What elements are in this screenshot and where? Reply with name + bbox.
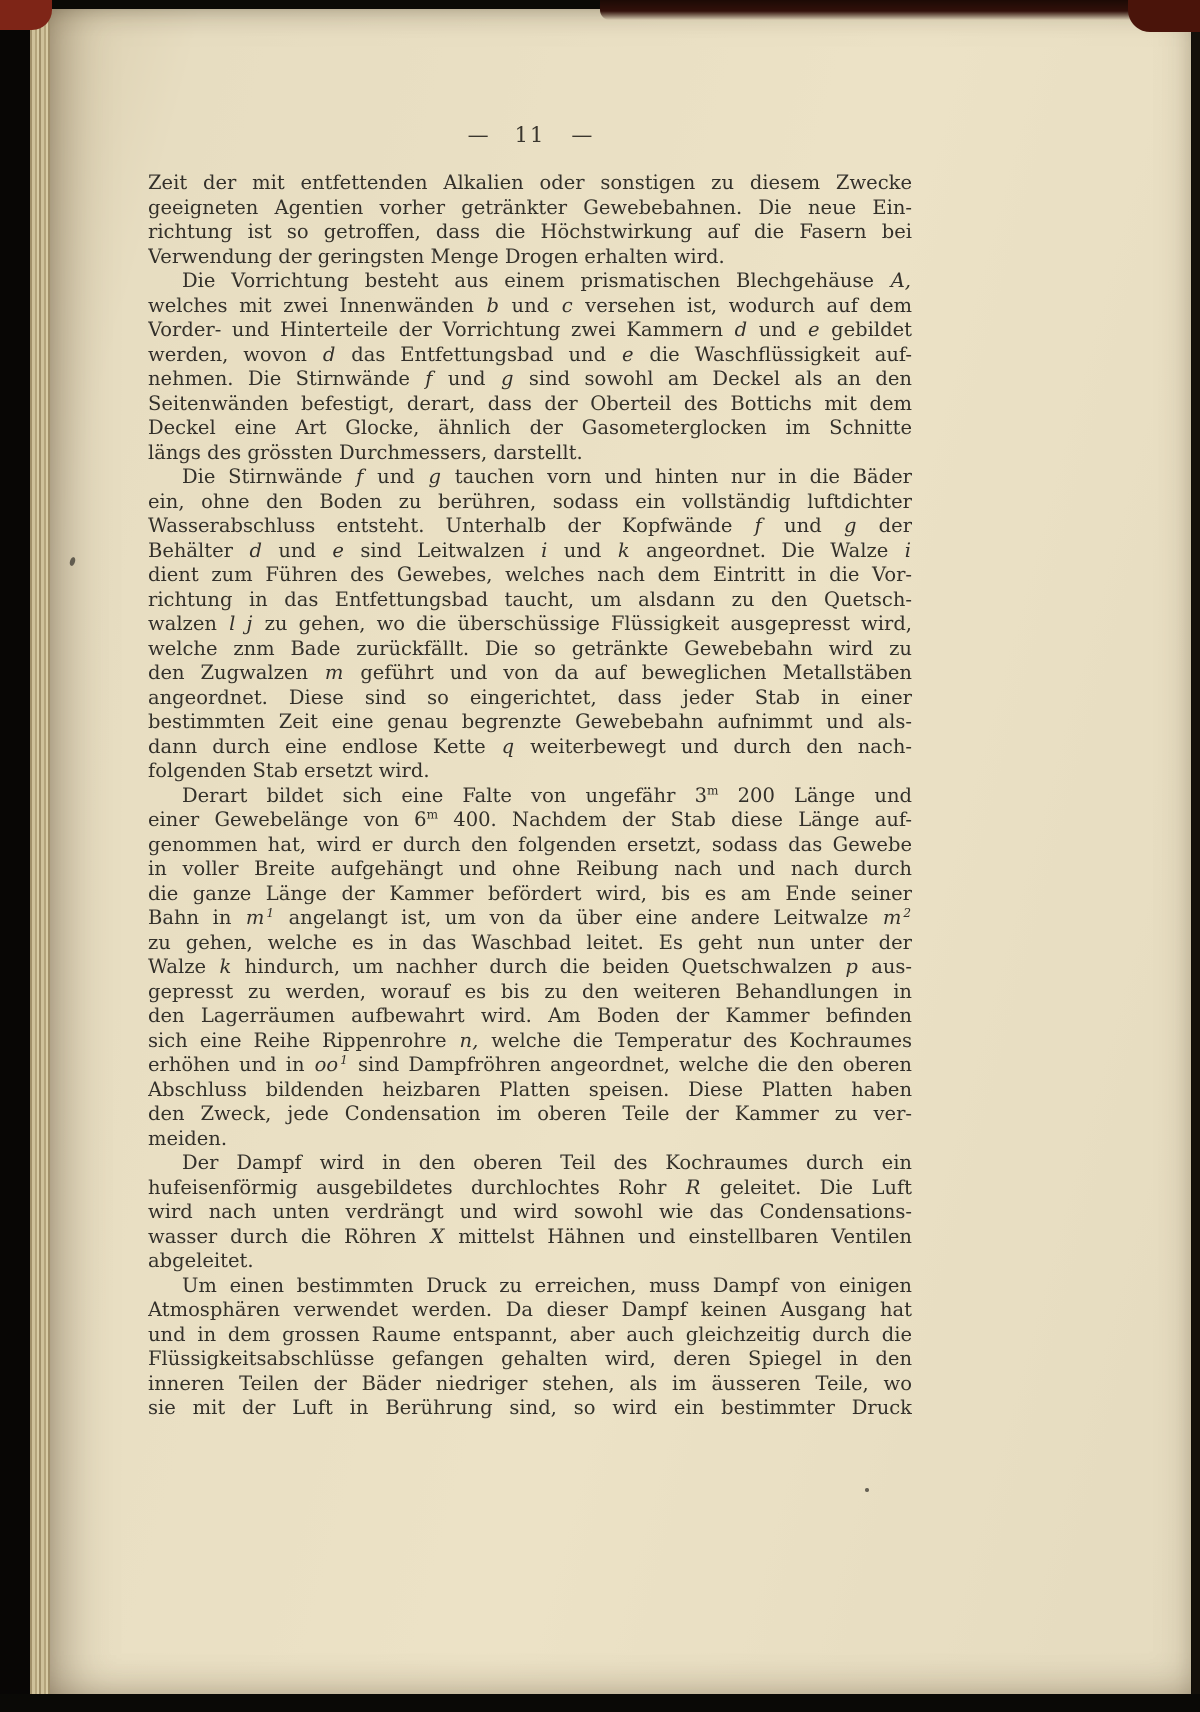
dash-left: — bbox=[467, 123, 489, 147]
variable: f bbox=[356, 465, 364, 488]
text-run: und in dem grossen Raume entspannt, aber auch gleichzeitig durch die bbox=[148, 1322, 912, 1346]
text-line bbox=[148, 1396, 912, 1421]
variable: d bbox=[322, 342, 336, 366]
variable: k bbox=[219, 955, 232, 978]
text-run: richtung in das Entfettungsbad taucht, um alsdann zu den Quetsch- bbox=[148, 587, 912, 611]
text-line bbox=[148, 392, 912, 417]
text-line bbox=[148, 1078, 912, 1103]
text-run: sind sowohl am Deckel als an den bbox=[514, 367, 912, 390]
text-line bbox=[148, 759, 912, 784]
text-run: wasser durch die Röhren bbox=[148, 1224, 430, 1248]
scan-speck bbox=[69, 556, 77, 566]
text-run: und bbox=[499, 293, 561, 317]
variable: b bbox=[486, 293, 499, 317]
variable: f bbox=[754, 514, 762, 537]
text-line bbox=[148, 784, 912, 809]
variable: q bbox=[501, 734, 515, 758]
book-spine-edge bbox=[0, 0, 30, 1712]
paragraph bbox=[148, 1151, 912, 1274]
text-line bbox=[148, 563, 912, 588]
text-run: folgenden Stab ersetzt wird. bbox=[148, 759, 430, 782]
text-line bbox=[148, 171, 912, 196]
text-run: inneren Teilen der Bäder niedriger stehen, als im äusseren Teile, wo bbox=[148, 1371, 912, 1395]
text-run: sind Dampfröhren angeordnet, welche die den oberen bbox=[348, 1053, 912, 1076]
text-run: geführt und von da auf beweglichen Metallstäben bbox=[344, 661, 912, 684]
text-run: ein, ohne den Boden zu berühren, sodass ein vollständig luftdichter bbox=[148, 489, 912, 513]
text-line bbox=[148, 1249, 912, 1274]
text-line bbox=[148, 955, 912, 980]
text-line bbox=[148, 1127, 912, 1152]
text-line bbox=[148, 1004, 912, 1029]
variable: oo bbox=[314, 1053, 339, 1076]
text-line bbox=[148, 661, 912, 686]
text-run: sich eine Reihe Rippenrohre bbox=[148, 1028, 459, 1052]
text-run: geeigneten Agentien vorher getränkter Gewebebahnen. Die neue Ein- bbox=[148, 195, 912, 219]
text-run: zu gehen, welche es in das Waschbad leitet. Es geht nun unter der bbox=[148, 930, 912, 954]
text-run: das Entfettungsbad und bbox=[336, 342, 621, 366]
text-line bbox=[148, 1029, 912, 1054]
text-run: und bbox=[364, 465, 428, 488]
text-run: und bbox=[433, 367, 500, 390]
text-line bbox=[148, 906, 912, 931]
text-run: aus- bbox=[858, 955, 912, 978]
text-run: der bbox=[857, 514, 912, 537]
text-run: dann durch eine endlose Kette bbox=[148, 734, 501, 758]
text-run: und bbox=[762, 514, 843, 537]
text-run: genommen hat, wird er durch den folgenden ersetzt, sodass das Gewebe bbox=[148, 832, 912, 856]
text-line bbox=[148, 245, 912, 270]
text-run: wird nach unten verdrängt und wird sowohl wie das Condensations- bbox=[148, 1200, 912, 1223]
variable: d bbox=[249, 538, 262, 562]
dash-right: — bbox=[571, 123, 593, 147]
text-line bbox=[148, 1372, 912, 1397]
text-line bbox=[148, 318, 912, 343]
text-run: längs des grössten Durchmessers, darstellt. bbox=[148, 440, 583, 464]
text-line bbox=[148, 294, 912, 319]
text-line bbox=[148, 220, 912, 245]
variable: p bbox=[845, 955, 858, 978]
text-run: Die Stirnwände bbox=[182, 465, 356, 488]
text-line bbox=[148, 686, 912, 711]
superscript: 1 bbox=[266, 906, 275, 920]
text-line bbox=[148, 367, 912, 392]
text-run: sind Leitwalzen bbox=[344, 538, 541, 562]
variable: m bbox=[324, 661, 344, 684]
text-run: geleitet. Die Luft bbox=[701, 1175, 912, 1199]
text-run: Flüssigkeitsabschlüsse gefangen gehalten wird, deren Spiegel in den bbox=[148, 1347, 912, 1370]
text-run: Walze bbox=[148, 955, 219, 978]
variable: A, bbox=[890, 269, 911, 292]
page-number-value: 11 bbox=[514, 123, 546, 147]
text-run: Abschluss bildenden heizbaren Platten speisen. Diese Platten haben bbox=[148, 1077, 912, 1101]
text-run: und bbox=[748, 318, 807, 341]
text-line bbox=[148, 1298, 912, 1323]
paragraph bbox=[148, 1274, 912, 1421]
text-run: Seitenwänden befestigt, derart, dass der Oberteil des Bottichs mit dem bbox=[148, 391, 912, 415]
scan-speck bbox=[865, 1488, 869, 1492]
text-run: Wasserabschluss entsteht. Unterhalb der Kopfwände bbox=[148, 514, 754, 537]
text-line bbox=[148, 1102, 912, 1127]
text-line bbox=[148, 416, 912, 441]
text-run: Atmosphären verwendet werden. Da dieser Dampf keinen Ausgang hat bbox=[148, 1298, 912, 1321]
text-line bbox=[148, 710, 912, 735]
scan-bottom-band bbox=[0, 1694, 1200, 1712]
text-line bbox=[148, 1200, 912, 1225]
variable: e bbox=[807, 318, 820, 341]
text-line bbox=[148, 539, 912, 564]
paragraph bbox=[148, 171, 912, 269]
text-run: die ganze Länge der Kammer befördert wird, bis es am Ende seiner bbox=[148, 881, 912, 905]
variable: n, bbox=[459, 1028, 479, 1052]
text-run: und bbox=[262, 538, 332, 562]
variable: X bbox=[430, 1224, 445, 1248]
text-run: Derart bildet sich eine Falte von ungefähr 3 bbox=[182, 783, 708, 807]
scan-top-blotch bbox=[600, 0, 1145, 20]
text-run: 200 Länge und bbox=[718, 783, 912, 807]
variable: k bbox=[617, 538, 630, 562]
book-right-edge bbox=[1192, 0, 1200, 1712]
text-run: in voller Breite aufgehängt und ohne Reibung nach und nach durch bbox=[148, 857, 912, 880]
text-run: tauchen vorn und hinten nur in die Bäder bbox=[441, 465, 912, 488]
text-run: den Lagerräumen aufbewahrt wird. Am Boden der Kammer befinden bbox=[148, 1004, 912, 1027]
variable: c bbox=[561, 293, 573, 317]
text-run: abgeleitet. bbox=[148, 1249, 254, 1272]
text-line bbox=[148, 882, 912, 907]
text-run: Die Vorrichtung besteht aus einem prismatischen Blechgehäuse bbox=[182, 269, 890, 292]
variable: f bbox=[425, 367, 433, 390]
text-run: sie mit der Luft in Berührung sind, so wird ein bestimmter Druck bbox=[148, 1396, 912, 1419]
text-run: Zeit der mit entfettenden Alkalien oder sonstigen zu diesem Zwecke bbox=[148, 171, 912, 194]
text-run: werden, wovon bbox=[148, 342, 322, 366]
variable: g bbox=[843, 514, 857, 537]
text-run: dient zum Führen des Gewebes, welches nach dem Eintritt in die Vor- bbox=[148, 563, 912, 586]
text-run: nehmen. Die Stirnwände bbox=[148, 367, 425, 390]
text-line bbox=[148, 1053, 912, 1078]
page bbox=[46, 5, 1191, 1695]
text-line bbox=[148, 196, 912, 221]
text-line bbox=[148, 1176, 912, 1201]
page-edges bbox=[28, 4, 50, 1698]
variable: l j bbox=[229, 612, 253, 635]
text-line bbox=[148, 735, 912, 760]
text-run: Verwendung der geringsten Menge Drogen erhalten wird. bbox=[148, 244, 725, 268]
text-run: Um einen bestimmten Druck zu erreichen, muss Dampf von einigen bbox=[182, 1273, 912, 1297]
text-run: die Waschflüssigkeit auf- bbox=[634, 342, 912, 366]
text-line bbox=[148, 1225, 912, 1250]
text-run: mittelst Hähnen und einstellbaren Ventilen bbox=[445, 1224, 912, 1248]
text-run: welches mit zwei Innenwänden bbox=[148, 293, 486, 317]
text-line bbox=[148, 269, 912, 294]
text-run: weiterbewegt und durch den nach- bbox=[515, 734, 912, 758]
text-run: angeordnet. Die Walze bbox=[630, 538, 904, 562]
red-corner-mark-left bbox=[0, 0, 52, 30]
variable: g bbox=[500, 367, 514, 390]
text-run: zu gehen, wo die überschüssige Flüssigkeit ausgepresst wird, bbox=[253, 612, 912, 635]
paragraph bbox=[148, 465, 912, 784]
variable: g bbox=[428, 465, 441, 488]
text-run: welche znm Bade zurückfällt. Die so getränkte Gewebebahn wird zu bbox=[148, 636, 912, 660]
superscript: 2 bbox=[903, 906, 911, 920]
text-run: walzen bbox=[148, 612, 229, 635]
text-run: Behälter bbox=[148, 538, 249, 562]
variable: m bbox=[245, 906, 265, 929]
variable: i bbox=[904, 538, 912, 562]
variable: R bbox=[685, 1175, 701, 1199]
variable: e bbox=[621, 342, 634, 366]
text-line bbox=[148, 1151, 912, 1176]
text-line bbox=[148, 612, 912, 637]
variable: e bbox=[332, 538, 344, 562]
text-run: und bbox=[548, 538, 617, 562]
text-run: meiden. bbox=[148, 1126, 228, 1150]
text-line bbox=[148, 808, 912, 833]
text-run: hindurch, um nachher durch die beiden Quetschwalzen bbox=[232, 955, 845, 978]
text-run: gepresst zu werden, worauf es bis zu den weiteren Behandlungen in bbox=[148, 979, 912, 1003]
text-run: richtung ist so getroffen, dass die Höchstwirkung auf die Fasern bei bbox=[148, 220, 912, 243]
text-run: Der Dampf wird in den oberen Teil des Kochraumes durch ein bbox=[182, 1151, 912, 1174]
text-block bbox=[148, 171, 912, 1421]
text-line bbox=[148, 1274, 912, 1299]
text-line bbox=[148, 1347, 912, 1372]
text-line bbox=[148, 931, 912, 956]
text-run: den Zugwalzen bbox=[148, 661, 324, 684]
text-run: angelangt ist, um von da über eine andere Leitwalze bbox=[275, 906, 882, 929]
text-run: Vorder- und Hinterteile der Vorrichtung zwei Kammern bbox=[148, 318, 734, 341]
text-run: 400. Nachdem der Stab diese Länge auf- bbox=[438, 808, 912, 831]
text-line bbox=[148, 490, 912, 515]
text-run: Bahn in bbox=[148, 906, 245, 929]
text-line bbox=[148, 857, 912, 882]
superscript: m bbox=[426, 808, 439, 822]
text-line bbox=[148, 441, 912, 466]
text-run: welche die Temperatur des Kochraumes bbox=[479, 1028, 912, 1052]
paragraph bbox=[148, 269, 912, 465]
text-line bbox=[148, 980, 912, 1005]
text-run: hufeisenförmig ausgebildetes durchlochtes Rohr bbox=[148, 1175, 685, 1199]
text-line bbox=[148, 588, 912, 613]
superscript: 1 bbox=[340, 1053, 348, 1067]
text-run: einer Gewebelänge von 6 bbox=[148, 808, 427, 831]
text-run: bestimmten Zeit eine genau begrenzte Gewebebahn aufnimmt und als- bbox=[148, 710, 912, 733]
text-run: den Zweck, jede Condensation im oberen Teile der Kammer zu ver- bbox=[148, 1102, 912, 1125]
text-line bbox=[148, 637, 912, 662]
red-corner-mark-right bbox=[1128, 0, 1200, 32]
variable: i bbox=[541, 538, 548, 562]
text-run: angeordnet. Diese sind so eingerichtet, dass jeder Stab in einer bbox=[148, 685, 912, 709]
text-line bbox=[148, 343, 912, 368]
text-run: gebildet bbox=[820, 318, 912, 341]
text-run: erhöhen und in bbox=[148, 1053, 314, 1076]
text-run: versehen ist, wodurch auf dem bbox=[573, 293, 912, 317]
paragraph bbox=[148, 784, 912, 1152]
variable: m bbox=[882, 906, 902, 929]
superscript: m bbox=[707, 783, 719, 797]
text-line bbox=[148, 514, 912, 539]
variable: d bbox=[734, 318, 748, 341]
text-line bbox=[148, 465, 912, 490]
text-line bbox=[148, 833, 912, 858]
page-number-header bbox=[148, 123, 912, 147]
text-run: Deckel eine Art Glocke, ähnlich der Gasometerglocken im Schnitte bbox=[148, 416, 912, 439]
text-line bbox=[148, 1323, 912, 1348]
